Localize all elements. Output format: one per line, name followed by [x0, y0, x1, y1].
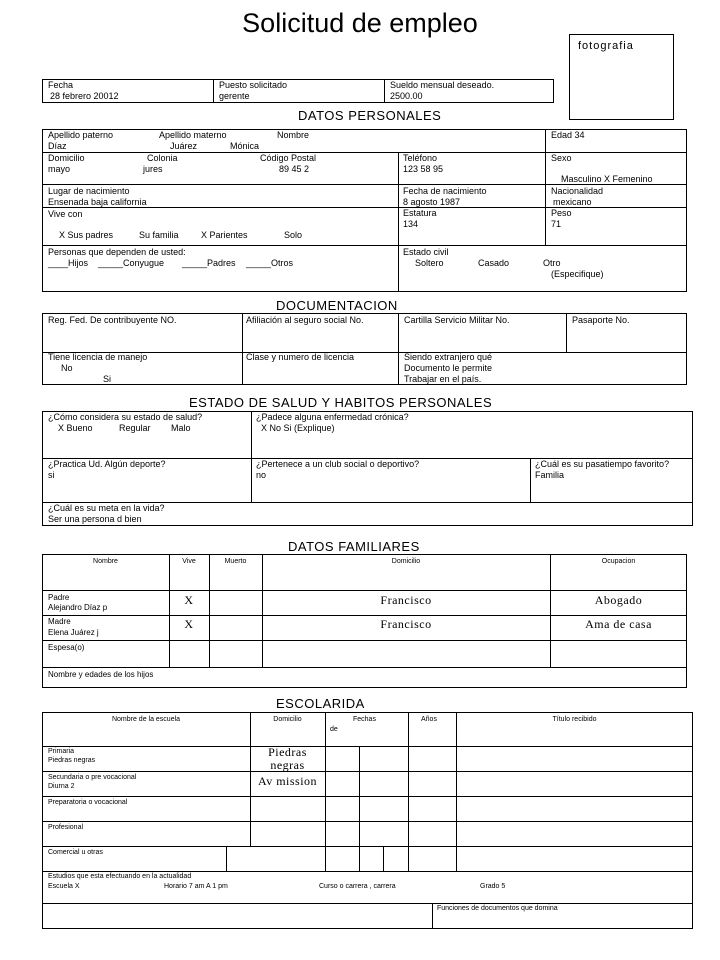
divider [545, 129, 546, 246]
column-header-ocupacion: Ocupacion [601, 558, 636, 565]
apellido-materno-label: Apellido materno [159, 130, 227, 140]
estado-civil-label: Estado civil [403, 247, 449, 257]
fecha-nacimiento-label: Fecha de nacimiento [403, 186, 487, 196]
primaria-domicilio-field-1[interactable]: Piedras [268, 745, 307, 759]
colonia-field[interactable]: jures [143, 164, 163, 174]
padre-label: Padre [48, 593, 70, 602]
divider [242, 313, 243, 385]
divider [42, 846, 693, 847]
divider [383, 846, 384, 871]
dep-padres-field[interactable]: _____Padres [182, 258, 236, 268]
primaria-label: Primaria [48, 748, 75, 755]
puesto-field[interactable]: gerente [219, 91, 250, 101]
club-answer[interactable]: no [256, 470, 267, 480]
divider [432, 903, 433, 929]
vive-parientes-option[interactable]: X Parientes [201, 230, 248, 240]
salud-malo-option[interactable]: Malo [171, 423, 191, 433]
cp-field[interactable]: 89 45 2 [279, 164, 310, 174]
divider [213, 79, 214, 103]
actual-grado-field[interactable]: Grado 5 [480, 883, 506, 890]
primaria-escuela-field[interactable]: Piedras negras [48, 757, 96, 764]
lugar-nacimiento-field[interactable]: Ensenada baja california [48, 197, 147, 207]
fecha-nacimiento-field[interactable]: 8 agosto 1987 [403, 197, 461, 207]
dep-conyugue-field[interactable]: _____Conyugue [98, 258, 165, 268]
salud-question: ¿Cómo considera su estado de salud? [48, 412, 203, 422]
deporte-question: ¿Practica Ud. Algún deporte? [48, 459, 166, 469]
club-question: ¿Pertenece a un club social o deportivo? [256, 459, 420, 469]
column-header-nombre: Nombre [93, 558, 118, 565]
estatura-label: Estatura [403, 208, 437, 218]
padre-ocupacion-field[interactable]: Abogado [594, 593, 643, 607]
divider [42, 640, 687, 641]
vive-sus-padres-option[interactable]: X Sus padres [59, 230, 114, 240]
divider [42, 152, 687, 153]
dep-otros-field[interactable]: _____Otros [246, 258, 294, 268]
primaria-domicilio-field-2[interactable]: negras [270, 758, 305, 772]
divider [42, 615, 687, 616]
section-title: ESTADO DE SALUD Y HABITOS PERSONALES [189, 395, 493, 410]
column-header-escuela: Nombre de la escuela [111, 716, 181, 723]
cp-label: Código Postal [260, 153, 317, 163]
cronica-answer[interactable]: X No Si (Explique) [261, 423, 335, 433]
divider [42, 903, 693, 904]
divider [359, 746, 360, 871]
apellido-paterno-label: Apellido paterno [48, 130, 114, 140]
divider [209, 554, 210, 667]
deporte-answer[interactable]: si [48, 470, 55, 480]
divider [42, 821, 693, 822]
divider [550, 554, 551, 667]
section-title: DATOS PERSONALES [298, 108, 442, 123]
sueldo-label: Sueldo mensual deseado. [390, 80, 495, 90]
comercial-label: Comercial u otras [48, 849, 103, 856]
nacionalidad-field[interactable]: mexicano [553, 197, 592, 207]
column-header-domicilio: Domicilio [391, 558, 421, 565]
madre-ocupacion-field[interactable]: Ama de casa [585, 617, 652, 631]
divider [42, 667, 687, 668]
section-title: DOCUMENTACION [276, 298, 398, 313]
lugar-nacimiento-label: Lugar de nacimiento [48, 186, 130, 196]
pasatiempo-question: ¿Cuál es su pasatiempo favorito? [535, 459, 670, 469]
padre-domicilio-field[interactable]: Francisco [380, 593, 432, 607]
puesto-label: Puesto solicitado [219, 80, 288, 90]
divider [398, 152, 399, 292]
apellido-paterno-field[interactable]: Díaz [48, 141, 67, 151]
sexo-options[interactable]: Masculino X Femenino [561, 174, 653, 184]
actual-horario-field[interactable]: Horario 7 am A 1 pm [164, 883, 228, 890]
colonia-label: Colonia [147, 153, 178, 163]
hijos-label: Nombre y edades de los hijos [48, 670, 154, 679]
madre-nombre-field[interactable]: Elena Juárez j [48, 628, 99, 637]
fecha-label: Fecha [48, 80, 74, 90]
divider [42, 796, 693, 797]
column-header-titulo: Título recibido [552, 716, 597, 723]
peso-label: Peso [551, 208, 572, 218]
estado-civil-especifique[interactable]: (Especifique) [551, 269, 604, 279]
fecha-field[interactable]: 28 febrero 20012 [50, 91, 119, 101]
divider [42, 245, 687, 246]
peso-field[interactable]: 71 [551, 219, 562, 229]
sexo-label: Sexo [551, 153, 572, 163]
sueldo-field[interactable]: 2500.00 [390, 91, 423, 101]
licencia-no-option[interactable]: No [61, 363, 73, 373]
column-header-anos: Años [421, 716, 437, 723]
section-title: ESCOLARIDA [276, 696, 365, 711]
divider [566, 313, 567, 352]
vive-su-familia-option[interactable]: Su familia [139, 230, 179, 240]
edad-field[interactable]: Edad 34 [551, 130, 585, 140]
secundaria-label: Secundaria o pre vocacional [48, 774, 137, 781]
estado-civil-casado[interactable]: Casado [478, 258, 510, 268]
licencia-label: Tiene licencia de manejo [48, 352, 148, 362]
nombre-label: Nombre [277, 130, 310, 140]
column-header-de: de [330, 726, 338, 733]
madre-label: Madre [48, 617, 71, 626]
column-header-domicilio: Domicilio [273, 716, 302, 723]
rfc-field[interactable]: Reg. Fed. De contribuyente NO. [48, 315, 177, 325]
meta-question: ¿Cuál es su meta en la vida? [48, 503, 165, 513]
divider [42, 590, 687, 591]
padre-nombre-field[interactable]: Alejandro Díaz p [48, 603, 108, 612]
preparatoria-label: Preparatoria o vocacional [48, 799, 128, 806]
divider [42, 771, 693, 772]
salud-regular-option[interactable]: Regular [119, 423, 151, 433]
secundaria-escuela-field[interactable]: Diurna 2 [48, 783, 75, 790]
secundaria-domicilio-field[interactable]: Av mission [257, 774, 318, 788]
divider [408, 712, 409, 871]
extranjero-label-2: Documento le permite [404, 363, 493, 373]
funciones-label: Funciones de documentos que domina [437, 905, 558, 912]
divider [384, 79, 385, 103]
salud-bueno-option[interactable]: X Bueno [58, 423, 93, 433]
estatura-field[interactable]: 134 [403, 219, 419, 229]
estado-civil-otro[interactable]: Otro [543, 258, 561, 268]
telefono-label: Teléfono [403, 153, 438, 163]
nombre-field[interactable]: Mónica [230, 141, 260, 151]
column-header-fechas: Fechas [353, 716, 376, 723]
dep-hijos-field[interactable]: ____Hijos [48, 258, 89, 268]
madre-domicilio-field[interactable]: Francisco [380, 617, 432, 631]
domicilio-label: Domicilio [48, 153, 85, 163]
estudios-actuales-label: Estudios que esta efectuando en la actualidad [48, 873, 192, 880]
column-header-muerto: Muerto [224, 558, 247, 565]
divider [251, 411, 252, 502]
telefono-field[interactable]: 123 58 95 [403, 164, 444, 174]
madre-vive-mark[interactable]: X [184, 617, 194, 631]
divider [398, 313, 399, 385]
actual-curso-field[interactable]: Curso o carrera , carrera [319, 883, 396, 890]
cartilla-field[interactable]: Cartilla Servicio Militar No. [404, 315, 510, 325]
divider [530, 458, 531, 502]
estado-civil-soltero[interactable]: Soltero [415, 258, 444, 268]
page-title: Solicitud de empleo [242, 8, 478, 38]
extranjero-label-3: Trabajar en el país. [404, 374, 482, 384]
nacionalidad-label: Nacionalidad [551, 186, 604, 196]
licencia-si-option[interactable]: Si [103, 374, 112, 384]
divider [262, 554, 263, 667]
column-header-vive: Vive [182, 558, 196, 565]
imss-field[interactable]: Afiliación al seguro social No. [246, 315, 364, 325]
pasatiempo-answer[interactable]: Familia [535, 470, 565, 480]
profesional-label: Profesional [48, 824, 84, 831]
actual-escuela-field[interactable]: Escuela X [48, 883, 80, 890]
divider [226, 846, 227, 871]
extranjero-label-1: Siendo extranjero qué [404, 352, 493, 362]
divider [325, 712, 326, 871]
apellido-materno-field[interactable]: Juárez [170, 141, 198, 151]
dependientes-label: Personas que dependen de usted: [48, 247, 186, 257]
meta-answer[interactable]: Ser una persona d bien [48, 514, 142, 524]
padre-vive-mark[interactable]: X [184, 593, 194, 607]
vive-solo-option[interactable]: Solo [284, 230, 303, 240]
pasaporte-field[interactable]: Pasaporte No. [572, 315, 630, 325]
divider [456, 712, 457, 871]
clase-licencia-field[interactable]: Clase y numero de licencia [246, 352, 355, 362]
divider [169, 554, 170, 667]
photo-box[interactable] [569, 34, 674, 120]
section-title: DATOS FAMILIARES [288, 539, 420, 554]
vive-con-label: Vive con [48, 209, 83, 219]
cronica-question: ¿Padece alguna enfermedad crónica? [256, 412, 409, 422]
photo-label: fotografia [578, 40, 634, 52]
divider [42, 746, 693, 747]
esposa-label: Espesa(o) [48, 643, 85, 652]
domicilio-field[interactable]: mayo [48, 164, 71, 174]
